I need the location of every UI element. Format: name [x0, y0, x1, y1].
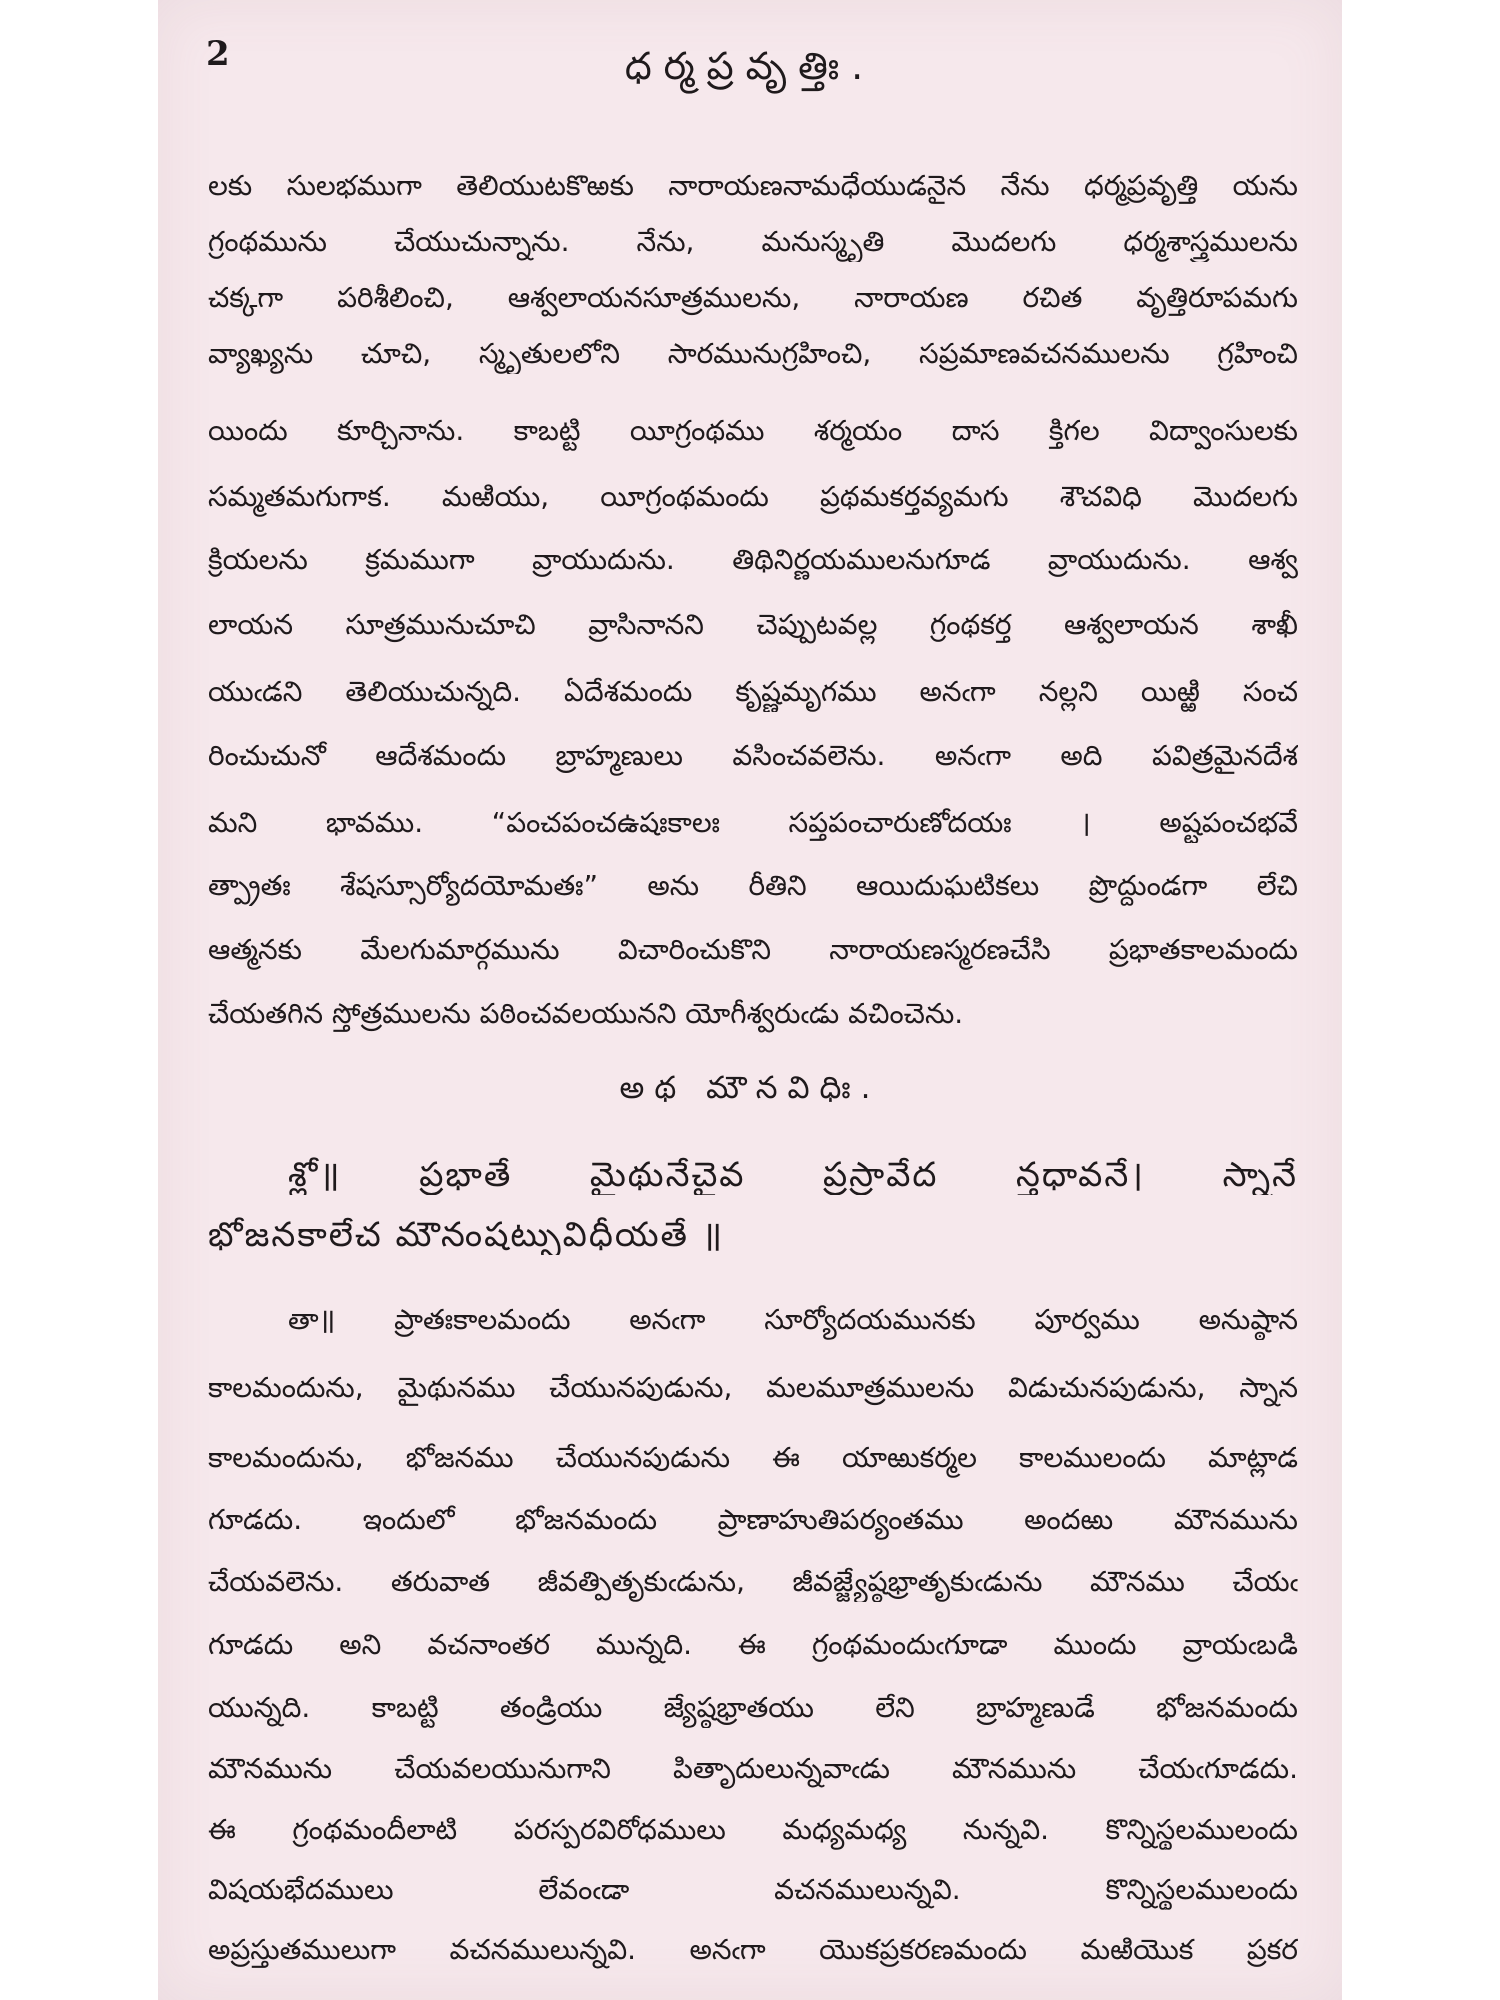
paragraph-line: చక్కగా పరిశీలించి, ఆశ్వలాయనసూత్రములను, నారాయణ రచిత వృత్తిరూపమగు — [208, 281, 1298, 314]
paragraph-line: వ్యాఖ్యను చూచి, స్మృతులలోని సారమునుగ్రహించి, సప్రమాణవచనములను గ్రహించి — [208, 337, 1298, 370]
running-title: ధర్మప్రవృత్తిః. — [624, 44, 876, 88]
paragraph-line: గ్రంథమును చేయుచున్నాను. నేను, మనుస్మృతి మొదలగు ధర్మశాస్త్రములను — [208, 225, 1298, 258]
paragraph-line: త్ప్రాతః శేషస్సూర్యోదయోమతః” అను రీతిని ఆయిదుఘటికలు ప్రొద్దుండగా లేచి — [208, 869, 1298, 902]
paragraph-line: చేయతగిన స్తోత్రములను పఠించవలయునని యోగీశ్వరుఁడు వచించెను. — [208, 997, 964, 1030]
commentary-line — [208, 1300, 1298, 1340]
verse-text: ప్రభాతే మైథునేచైవ ప్రస్రావేద న్తధావనే। స్నానే — [419, 1155, 1298, 1195]
paragraph-line: యిందు కూర్చినాను. కాబట్టి యీగ్రంథము శర్మయం దాస క్తిగల విద్వాంసులకు — [208, 414, 1298, 447]
book-page — [158, 0, 1342, 2000]
commentary-line: గూడదు. ఇందులో భోజనమందు ప్రాణాహుతిపర్యంతము అందఱు మౌనమును — [208, 1503, 1298, 1536]
verse-marker: శ్లో॥ — [288, 1155, 342, 1195]
commentary-line: చేయవలెను. తరువాత జీవత్పితృకుఁడును, జీవజ్జ్యేష్ఠభ్రాతృకుఁడును మౌనము చేయఁ — [208, 1565, 1298, 1598]
paragraph-line: రించుచునో ఆదేశమందు బ్రాహ్మణులు వసించవలెను. అనఁగా అది పవిత్రమైనదేశ — [208, 739, 1298, 772]
paragraph-line: లాయన సూత్రమునుచూచి వ్రాసినానని చెప్పుటవల్ల గ్రంథకర్త ఆశ్వలాయన శాఖీ — [208, 608, 1298, 641]
paragraph-line: యుఁడని తెలియుచున్నది. ఏదేశమందు కృష్ణమృగము అనఁగా నల్లని యిఱ్ఱి సంచ — [208, 675, 1298, 708]
verse-line — [208, 1155, 1298, 1195]
paragraph-line: ఆత్మనకు మేలగుమార్గమును విచారించుకొని నారాయణస్మరణచేసి ప్రభాతకాలమందు — [208, 933, 1298, 966]
paragraph-line: మని భావము. “పంచపంచఉషఃకాలః సప్తపంచారుణోదయః । అష్టపంచభవే — [208, 806, 1298, 839]
commentary-line: యున్నది. కాబట్టి తండ్రియు జ్యేష్ఠభ్రాతయు లేని బ్రాహ్మణుడే భోజనమందు — [208, 1691, 1298, 1724]
commentary-line: కాలమందును, మైథునము చేయునపుడును, మలమూత్రములను విడుచునపుడును, స్నాన — [208, 1371, 1298, 1404]
commentary-text: ప్రాతఃకాలమందు అనఁగా సూర్యోదయమునకు పూర్వము అనుష్ఠాన — [394, 1303, 1298, 1336]
commentary-line: అప్రస్తుతములుగా వచనములున్నవి. అనఁగా యొకప్రకరణమందు మఱియొక ప్రకర — [208, 1933, 1298, 1966]
paragraph-line: సమ్మతమగుగాక. మఱియు, యీగ్రంథమందు ప్రథమకర్తవ్యమగు శౌచవిధి మొదలగు — [208, 480, 1298, 513]
commentary-marker: తా॥ — [288, 1303, 336, 1336]
commentary-line: మౌనమును చేయవలయునుగాని పితృాదులున్నవాఁడు మౌనమును చేయఁగూడదు. — [208, 1752, 1298, 1785]
commentary-line: గూడదు అని వచనాంతర మున్నది. ఈ గ్రంథమందుఁగూడా ముందు వ్రాయఁబడి — [208, 1628, 1298, 1661]
paragraph-line: క్రియలను క్రమముగా వ్రాయుదును. తిథినిర్ణయములనుగూడ వ్రాయుదును. ఆశ్వ — [208, 543, 1298, 576]
commentary-line: ఈ గ్రంథమందీలాటి పరస్పరవిరోధములు మధ్యమధ్య నున్నవి. కొన్నిస్థలములందు — [208, 1813, 1298, 1846]
section-heading: అథ మౌనవిధిః. — [619, 1070, 881, 1106]
commentary-line: కాలమందును, భోజనము చేయునపుడును ఈ యాఱుకర్మల కాలములందు మాట్లాడ — [208, 1441, 1298, 1474]
paragraph-line: లకు సులభముగా తెలియుటకొఱకు నారాయణనామధేయుడనైన నేను ధర్మప్రవృత్తి యను — [208, 169, 1298, 202]
verse-line: భోజనకాలేచ మౌనంషట్సువిధీయతే ॥ — [208, 1215, 725, 1255]
page-number: 2 — [206, 34, 230, 74]
commentary-line: విషయభేదములు లేవంఁడా వచనములున్నవి. కొన్నిస్థలములందు — [208, 1873, 1298, 1906]
